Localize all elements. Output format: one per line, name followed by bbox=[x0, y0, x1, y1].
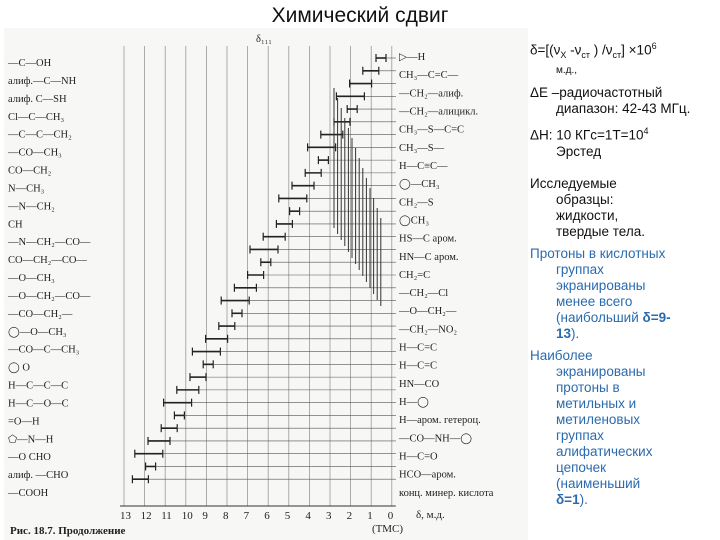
group-label-right: —O—CH₂— bbox=[399, 306, 457, 318]
group-label-left: —O—CH₂—CO— bbox=[8, 290, 91, 302]
axis-tick-label: 0 bbox=[387, 510, 394, 522]
group-label-right: H—аром. гетероц. bbox=[399, 415, 481, 427]
figure-caption: Рис. 18.7. Продолжение bbox=[10, 525, 126, 537]
group-label-left: —CO—CH₂— bbox=[8, 308, 73, 320]
chemical-shift-figure bbox=[4, 28, 528, 540]
group-label-right: конц. минер. кислота bbox=[399, 487, 494, 499]
axis-tick-label: 7 bbox=[243, 510, 250, 522]
group-label-left: —CO—C—CH₃ bbox=[8, 344, 80, 356]
group-label-right: H—C=C bbox=[399, 342, 438, 354]
axis-tick-label: 10 bbox=[181, 510, 193, 522]
group-label-right: —CH₂—NO₂ bbox=[399, 324, 458, 336]
group-label-right: —CO—NH—◯ bbox=[399, 433, 473, 445]
axis-reference: (ТМС) bbox=[372, 523, 404, 535]
delta-e-note: ΔE –радиочастотный диапазон: 42-43 МГц. bbox=[530, 85, 691, 117]
chemical-shift-chart bbox=[4, 28, 528, 540]
group-label-left: Cl—C—CH₃ bbox=[8, 111, 65, 123]
axis-tick-label: 8 bbox=[223, 510, 229, 522]
group-label-left: —C—C—CH₂ bbox=[8, 129, 72, 141]
group-label-right: —CH₂—Cl bbox=[399, 288, 449, 300]
slide-title: Химический сдвиг bbox=[271, 4, 449, 27]
group-label-left: H—C—C—C bbox=[8, 380, 69, 392]
axis-tick-label: 11 bbox=[161, 510, 172, 522]
group-label-right: CH₃—C=C— bbox=[399, 70, 459, 82]
group-label-right: CH₂—S bbox=[399, 197, 434, 209]
group-label-left: ◯ O bbox=[8, 362, 30, 374]
group-label-left: —O—CH₃ bbox=[8, 273, 55, 285]
axis-tick-label: 13 bbox=[120, 510, 131, 522]
axis-tick-label: 3 bbox=[326, 510, 332, 522]
group-label-left: —N—CH₂—CO— bbox=[8, 237, 91, 249]
group-label-right: CH₃—S—C=C bbox=[399, 124, 465, 136]
group-label-right: HS—C аром. bbox=[399, 233, 457, 245]
group-label-left: —N—CH₂ bbox=[8, 201, 55, 213]
group-label-right: H—◯ bbox=[399, 397, 429, 409]
axis-tick-label: 2 bbox=[346, 510, 353, 522]
group-label-left: —COOH bbox=[8, 488, 49, 500]
axis-unit: δ, м.д. bbox=[416, 509, 445, 521]
group-label-right: —CH₂—алицикл. bbox=[399, 106, 479, 118]
group-label-right: H—C=C bbox=[399, 360, 438, 372]
group-label-left: H—C—O—C bbox=[8, 398, 69, 410]
formula: $\delta=[(\nu_X$ $-\nu_{ст}$ ) $/\nu_{ст}] \times 10^6$ м.д., bbox=[530, 41, 657, 77]
group-label-right: HN—C аром. bbox=[399, 251, 459, 263]
group-label-left: CH bbox=[8, 219, 23, 231]
group-label-right: ◯—CH₃ bbox=[399, 179, 440, 191]
axis-tick-label: 1 bbox=[367, 510, 373, 522]
group-label-right: CH₃—S— bbox=[399, 142, 445, 154]
group-label-right: ◯CH₃ bbox=[399, 215, 429, 227]
figure-top-label: δ₁₁₁ bbox=[256, 34, 272, 45]
shielded-protons-note: Наиболее экранированы протоны в метильных и метиленовых группах алифатических цепочек (наименьший δ=1). bbox=[530, 347, 653, 507]
group-label-left: —O CHO bbox=[8, 452, 51, 464]
axis-tick-label: 5 bbox=[284, 510, 291, 522]
group-label-right: H—C=O bbox=[399, 451, 438, 463]
group-label-left: ◯—O—CH₃ bbox=[8, 326, 67, 338]
axis-tick-label: 12 bbox=[140, 510, 152, 522]
group-label-right: —CH₂—алиф. bbox=[399, 88, 464, 100]
group-label-left: алиф. —CHO bbox=[8, 470, 69, 482]
group-label-right: ▷—H bbox=[399, 52, 426, 63]
group-label-right: HN—CO bbox=[399, 378, 440, 390]
delta-h-note: ΔH: 10 $КГс=1Т=10^4$ Эрстед bbox=[530, 126, 649, 159]
group-label-right: HCO—аром. bbox=[399, 469, 456, 481]
acidic-protons-note: Протоны в кислотных группах экранированы менее всего (наибольший δ=9- 13). bbox=[530, 245, 671, 341]
group-label-left: —CO—CH₃ bbox=[8, 147, 62, 159]
group-label-left: =O—H bbox=[8, 416, 40, 428]
group-label-left: CO—CH₂ bbox=[8, 165, 52, 177]
group-label-left: ⬠—N—H bbox=[8, 434, 54, 446]
axis-tick-label: 6 bbox=[264, 510, 270, 522]
group-label-right: H—C≡C— bbox=[399, 160, 448, 172]
notes-panel bbox=[530, 38, 716, 514]
axis-tick-label: 4 bbox=[305, 510, 311, 522]
axis-tick-label: 9 bbox=[202, 510, 208, 522]
group-label-left: CO—CH₂—CO— bbox=[8, 255, 87, 267]
samples-note: Исследуемые образцы: жидкости, твердые тела. bbox=[530, 175, 645, 239]
group-label-right: CH₂=C bbox=[399, 269, 431, 281]
group-label-left: алиф. C—SH bbox=[8, 93, 67, 105]
group-label-left: —C—OH bbox=[8, 58, 52, 69]
group-label-left: N—CH₃ bbox=[8, 183, 45, 195]
group-label-left: алиф.—C—NH bbox=[8, 75, 77, 87]
